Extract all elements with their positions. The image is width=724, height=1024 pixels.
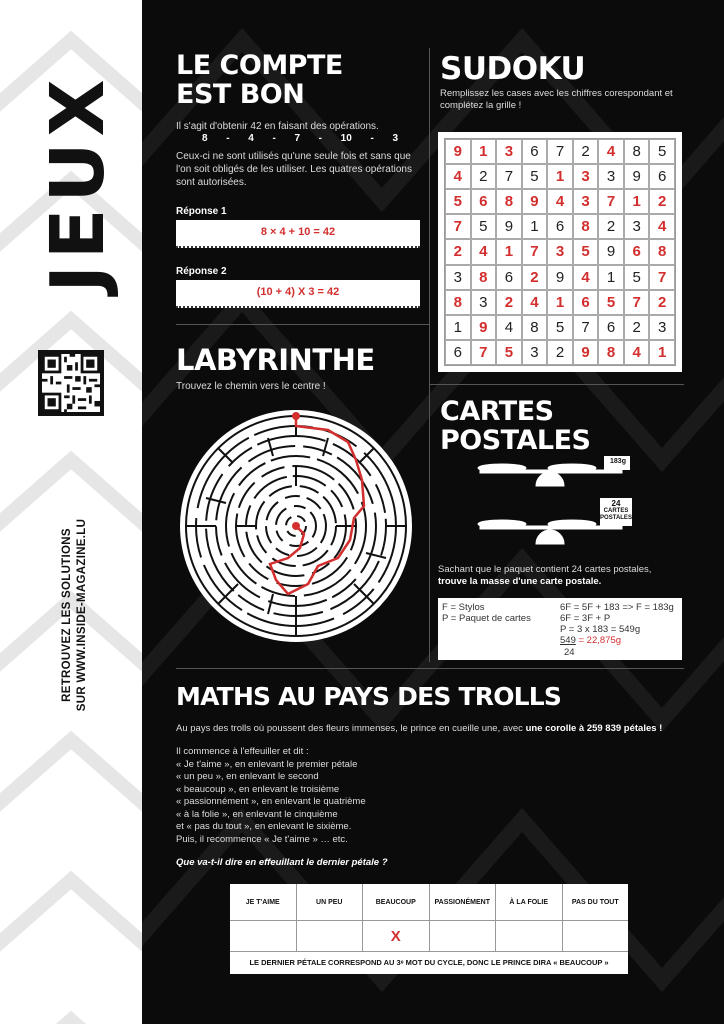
sudoku-cell: 4 [573,265,599,290]
answer1-label: Réponse 1 [176,206,227,217]
equation-4-denominator: 24 [564,647,575,658]
trolls-answer: LE DERNIER PÉTALE CORRESPOND AU 3ᵉ MOT DU CYCLE, DONC LE PRINCE DIRA « BEAUCOUP » [249,958,609,967]
sudoku-cell: 1 [547,290,573,315]
cartes-question: Sachant que le paquet contient 24 cartes postales, trouve la masse d'une carte postale. [438,564,652,587]
compte-title: LE COMPTE EST BON [176,50,343,110]
table-header: BEAUCOUP [363,884,430,920]
sudoku-cell: 6 [598,315,624,340]
sudoku-cell: 7 [649,265,675,290]
table-cell[interactable] [430,921,497,951]
answer2-label: Réponse 2 [176,266,227,277]
sidebar [0,0,142,1024]
sudoku-cell: 7 [445,214,471,239]
sudoku-cell: 2 [522,265,548,290]
sudoku-cell: 6 [649,164,675,189]
table-row [230,921,628,952]
sudoku-cell: 4 [547,189,573,214]
trolls-story: Il commence à l'effeuiller et dit : « Je t'aime », en enlevant le premier pétale « un peu », en enlevant le second « beaucoup », en enlevant le troisième « passionnément », en enlevant le quatrième « à la folie », en enlevant le cinquième et « pas du tout », en enlevant le sixième. Puis, il recommence « Je t'aime » … etc. [176,746,366,845]
sudoku-cell: 5 [445,189,471,214]
table-cell[interactable] [496,921,563,951]
table-cell[interactable] [563,921,629,951]
sudoku-cell: 4 [598,139,624,164]
table-header: À LA FOLIE [496,884,563,920]
sudoku-cell: 2 [547,340,573,365]
divider-left [176,324,429,325]
sudoku-cell: 7 [547,139,573,164]
weight-label: 183g [610,458,626,465]
sudoku-cell: 6 [445,340,471,365]
solutions-website [55,518,95,712]
sudoku-cell: 3 [598,164,624,189]
divider-right [430,384,684,385]
sudoku-cell: 5 [573,239,599,264]
main-panel [142,0,724,1024]
equation-4: 549 = 22,875g [560,635,622,646]
compte-intro: Il s'agit d'obtenir 42 en faisant des opérations. [176,121,379,132]
legend-p: P = Paquet de cartes [442,613,531,624]
sudoku-cell: 5 [624,265,650,290]
sudoku-cell: 3 [522,340,548,365]
compte-rules: Ceux-ci ne sont utilisés qu'une seule fois et sans que l'on soit obligés de les utiliser. Les quatres opérations sont autorisées. [176,151,412,188]
table-header: PAS DU TOUT [571,898,619,906]
sudoku-cell: 9 [496,214,522,239]
sudoku-cell: 7 [598,189,624,214]
divider-vertical [429,48,430,662]
packet-label: 24 CARTES POSTALES [600,499,632,521]
sudoku-cell: 2 [445,239,471,264]
sudoku-cell: 8 [471,265,497,290]
labyrinthe-instructions: Trouvez le chemin vers le centre ! [176,381,326,392]
sudoku-cell: 2 [624,315,650,340]
sudoku-cell: 6 [496,265,522,290]
equation-1: 6F = 5F + 183 => F = 183g [560,602,674,613]
labyrinthe-title: LABYRINTHE [176,343,375,377]
sudoku-instructions: Remplissez les cases avec les chiffres corespondant et complétez la grille ! [440,88,673,111]
sudoku-board [438,132,682,372]
sudoku-grid [444,138,676,366]
sudoku-cell: 4 [471,239,497,264]
sudoku-cell: 6 [471,189,497,214]
answer1-box: 8 × 4 + 10 = 42 [176,220,420,248]
sudoku-cell: 3 [573,164,599,189]
sudoku-cell: 1 [547,164,573,189]
sudoku-cell: 7 [496,164,522,189]
sudoku-cell: 8 [522,315,548,340]
sudoku-cell: 8 [496,189,522,214]
sudoku-cell: 1 [496,239,522,264]
sudoku-cell: 5 [496,340,522,365]
trolls-question: Que va-t-il dire en effeuillant le dernier pétale ? [176,857,388,868]
sudoku-cell: 4 [649,214,675,239]
sudoku-cell: 2 [598,214,624,239]
sudoku-cell: 7 [573,315,599,340]
sudoku-cell: 9 [522,189,548,214]
divider-bottom [176,668,684,669]
sudoku-cell: 8 [598,340,624,365]
sudoku-cell: 1 [445,315,471,340]
sudoku-cell: 1 [624,189,650,214]
trolls-intro: Au pays des trolls où poussent des fleurs immenses, le prince en cueille une, avec une corolle à 259 839 pétales ! [176,723,663,734]
sudoku-cell: 6 [522,139,548,164]
sudoku-cell: 7 [471,340,497,365]
table-header: PASSIONÉMENT [430,884,497,920]
table-cell[interactable] [230,921,297,951]
sudoku-cell: 3 [496,139,522,164]
sudoku-cell: 2 [649,189,675,214]
sudoku-cell: 8 [624,139,650,164]
sudoku-cell: 7 [522,239,548,264]
sudoku-cell: 9 [573,340,599,365]
sudoku-cell: 5 [547,315,573,340]
cartes-title: CARTES POSTALES [440,396,591,456]
sudoku-cell: 4 [624,340,650,365]
sudoku-cell: 6 [573,290,599,315]
table-cell[interactable]: X [363,921,430,951]
sudoku-cell: 3 [624,214,650,239]
sudoku-cell: 3 [445,265,471,290]
maze-icon[interactable] [178,408,414,644]
table-header: JE T'AIME [230,884,297,920]
retrouvez-text: RETROUVEZ LES SOLUTIONS [61,528,73,702]
sudoku-cell: 8 [649,239,675,264]
table-header: UN PEU [297,884,364,920]
sudoku-cell: 4 [445,164,471,189]
answer2-box: (10 + 4) X 3 = 42 [176,280,420,308]
sudoku-cell: 3 [471,290,497,315]
sudoku-cell: 1 [649,340,675,365]
sudoku-cell: 3 [649,315,675,340]
legend-f: F = Stylos [442,602,485,613]
compte-numbers: 8 - 4 - 7 - 10 - 3 [202,133,398,144]
sudoku-cell: 8 [445,290,471,315]
sudoku-cell: 1 [598,265,624,290]
sudoku-cell: 6 [624,239,650,264]
sudoku-cell: 2 [496,290,522,315]
sidebar-title: JEUX [35,73,121,293]
table-cell[interactable] [297,921,364,951]
sudoku-cell: 5 [649,139,675,164]
sudoku-cell: 9 [624,164,650,189]
sudoku-cell: 9 [445,139,471,164]
equation-2: 6F = 3F + P [560,613,611,624]
sudoku-cell: 6 [547,214,573,239]
sudoku-cell: 2 [471,164,497,189]
sudoku-cell: 9 [598,239,624,264]
sudoku-cell: 3 [573,189,599,214]
sudoku-cell: 7 [624,290,650,315]
sudoku-cell: 5 [598,290,624,315]
website-link[interactable]: SUR WWW.INSIDE-MAGAZINE.LU [76,518,88,712]
sudoku-cell: 9 [471,315,497,340]
sudoku-cell: 5 [471,214,497,239]
sudoku-cell: 3 [547,239,573,264]
sudoku-cell: 9 [547,265,573,290]
sudoku-cell: 5 [522,164,548,189]
sudoku-cell: 1 [471,139,497,164]
sudoku-cell: 2 [649,290,675,315]
qr-code-icon[interactable] [38,350,104,416]
sudoku-cell: 8 [573,214,599,239]
equation-3: P = 3 x 183 = 549g [560,624,641,635]
cartes-solution-box [438,598,682,660]
table-header-row [230,884,628,921]
sudoku-cell: 1 [522,214,548,239]
sudoku-cell: 4 [496,315,522,340]
sudoku-title: SUDOKU [440,51,586,87]
sudoku-cell: 2 [573,139,599,164]
trolls-answer-table [230,884,628,974]
sudoku-cell: 4 [522,290,548,315]
trolls-title: MATHS AU PAYS DES TROLLS [176,682,562,711]
